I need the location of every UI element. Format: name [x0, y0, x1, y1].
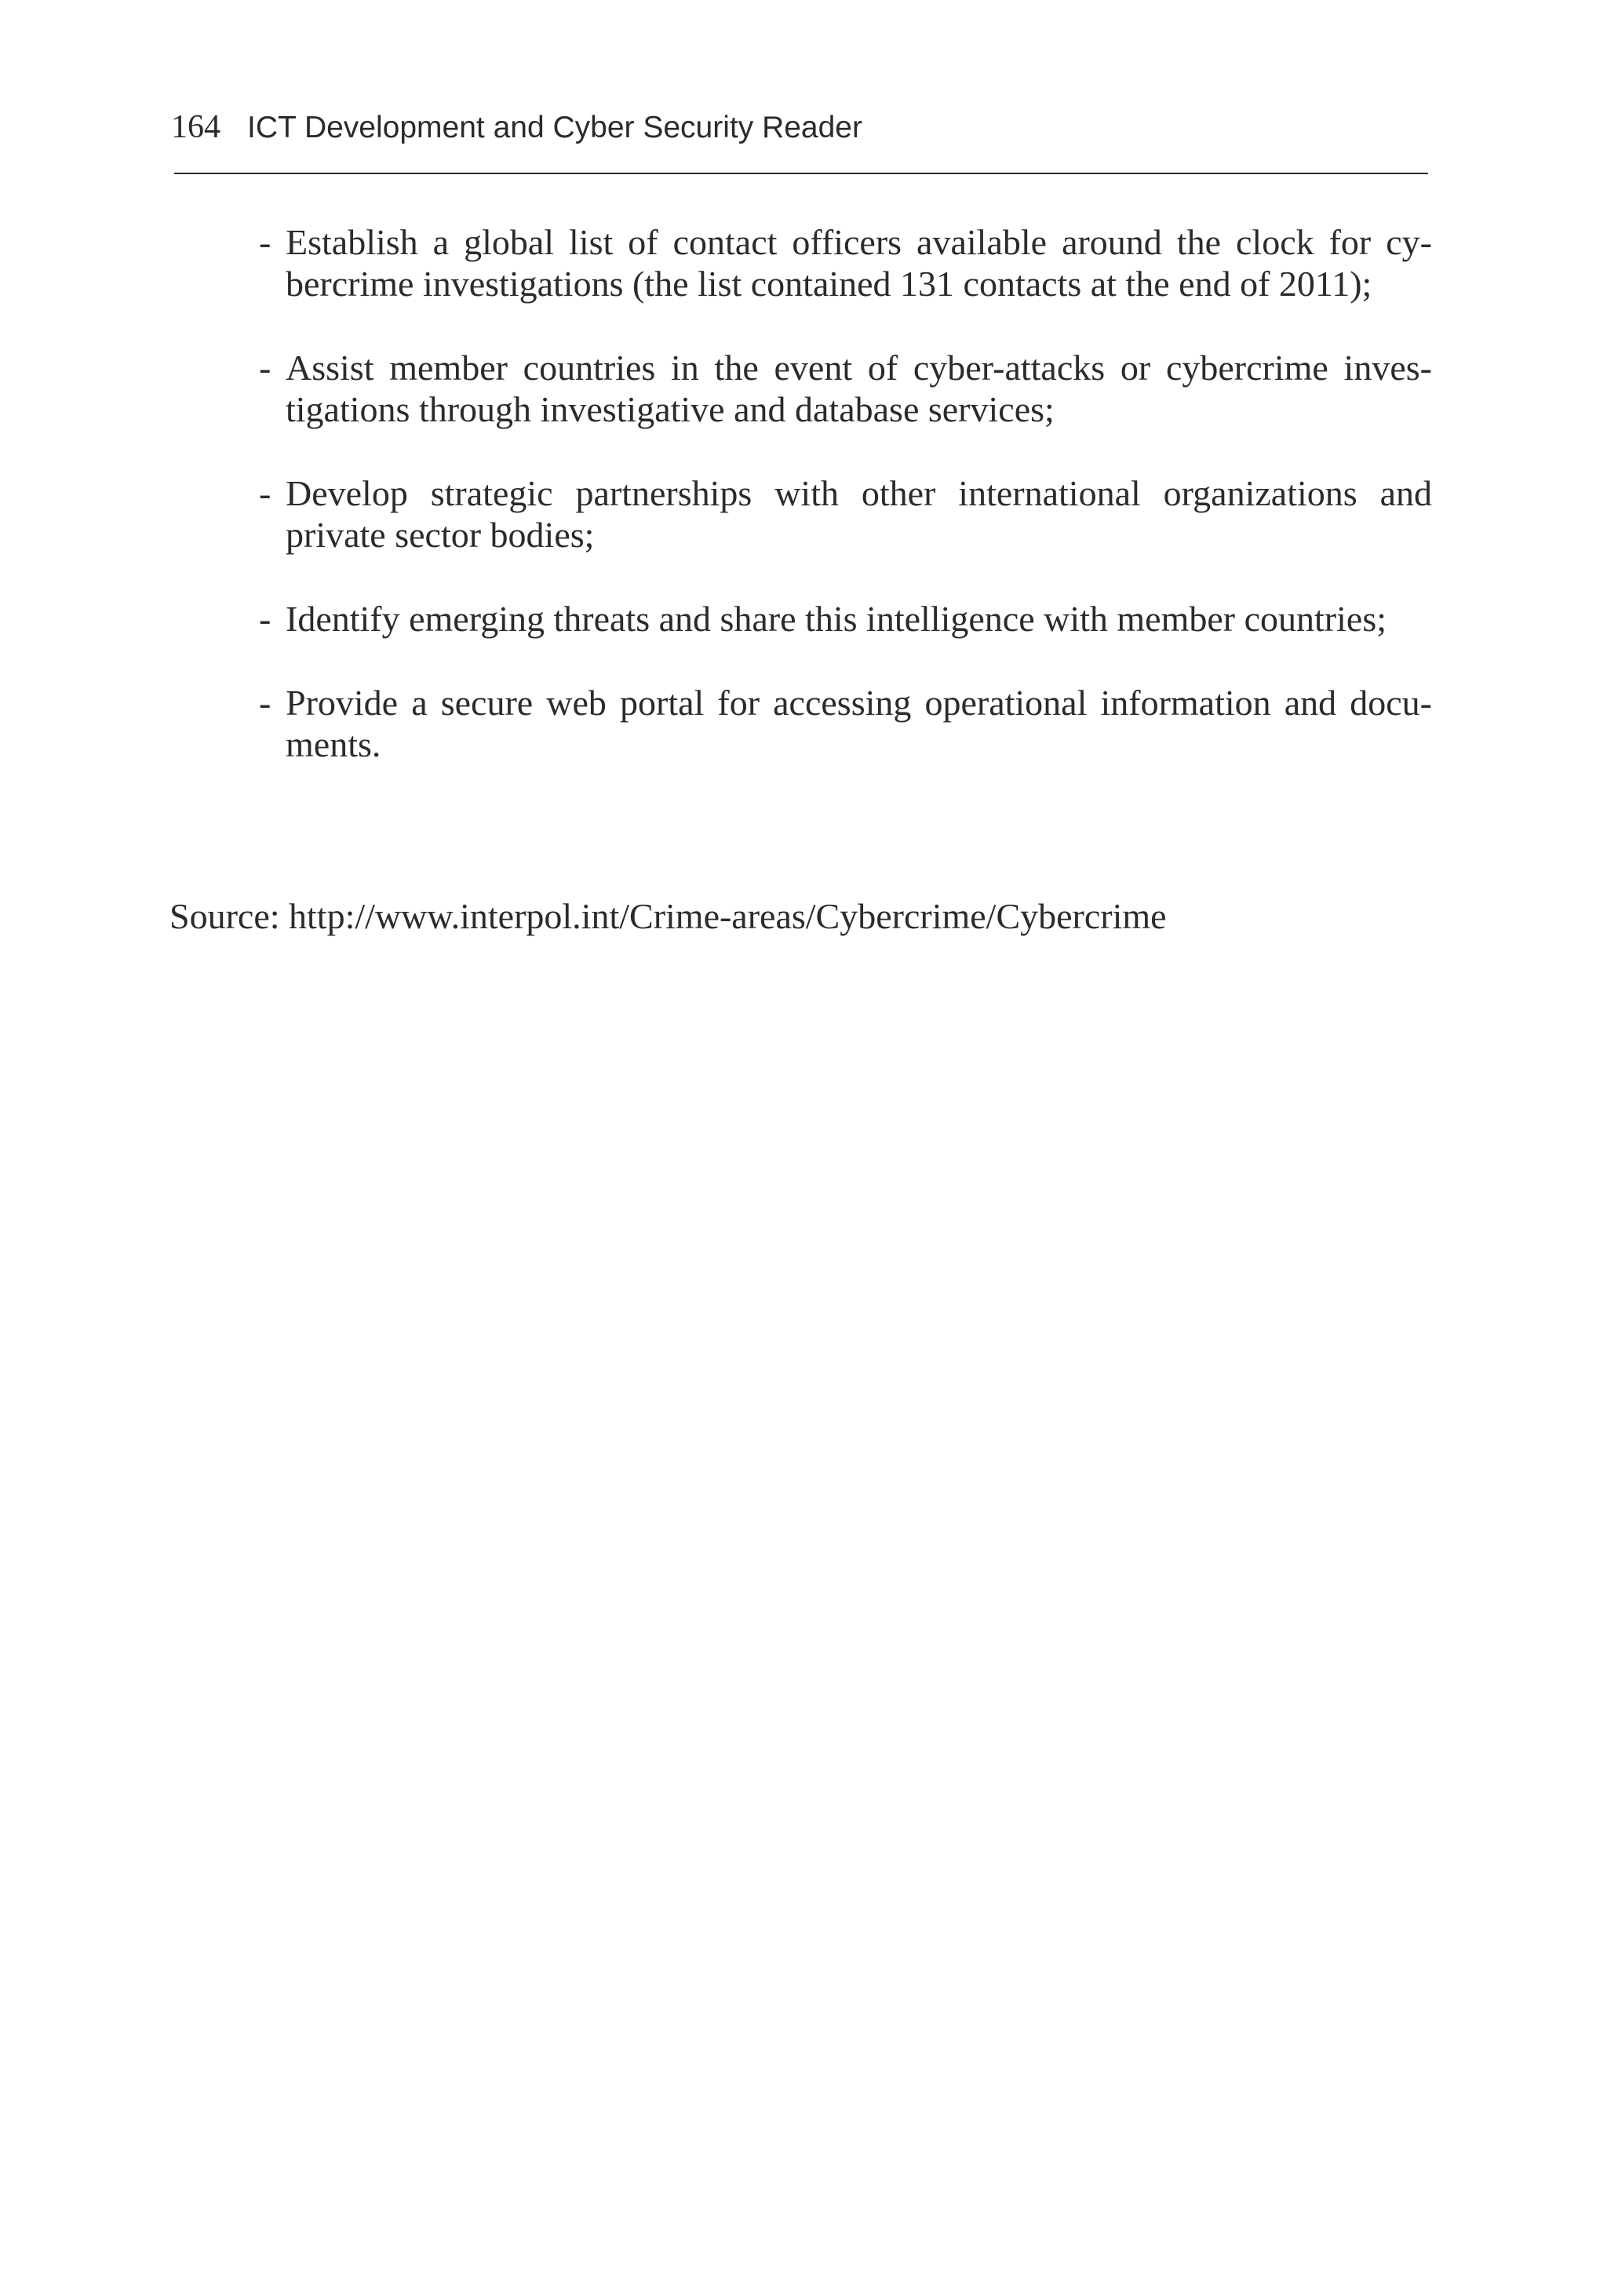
book-title: ICT Development and Cyber Security Reader [247, 111, 862, 144]
bullet-dash: - [259, 222, 271, 262]
list-item [259, 347, 1432, 430]
list-item [259, 598, 1432, 640]
bullet-dash: - [259, 348, 271, 388]
bullet-dash: - [259, 473, 271, 513]
header-rule [174, 173, 1428, 174]
bullet-dash: - [259, 599, 271, 639]
list-item [259, 221, 1432, 304]
page-number: 164 [171, 109, 220, 145]
list-item-text: Develop strategic partnerships with other international organizations and private sector bodies; [286, 473, 1432, 555]
list-item-text: Assist member countries in the event of cyber-attacks or cybercrime investigations through investigative and database services; [286, 348, 1432, 429]
source-citation: Source: http://www.interpol.int/Crime-areas/Cybercrime/Cybercrime [169, 896, 1167, 936]
list-item-text: Identify emerging threats and share this intelligence with member countries; [286, 599, 1387, 639]
running-head [171, 108, 1428, 146]
list-item-text: Establish a global list of contact officers available around the clock for cybercrime investigations (the list contained 131 contacts at the end of 2011); [286, 222, 1432, 304]
list-item-text: Provide a secure web portal for accessing operational information and documents. [286, 683, 1432, 764]
bullet-list [259, 221, 1432, 807]
list-item [259, 682, 1432, 765]
bullet-dash: - [259, 683, 271, 723]
list-item [259, 472, 1432, 556]
